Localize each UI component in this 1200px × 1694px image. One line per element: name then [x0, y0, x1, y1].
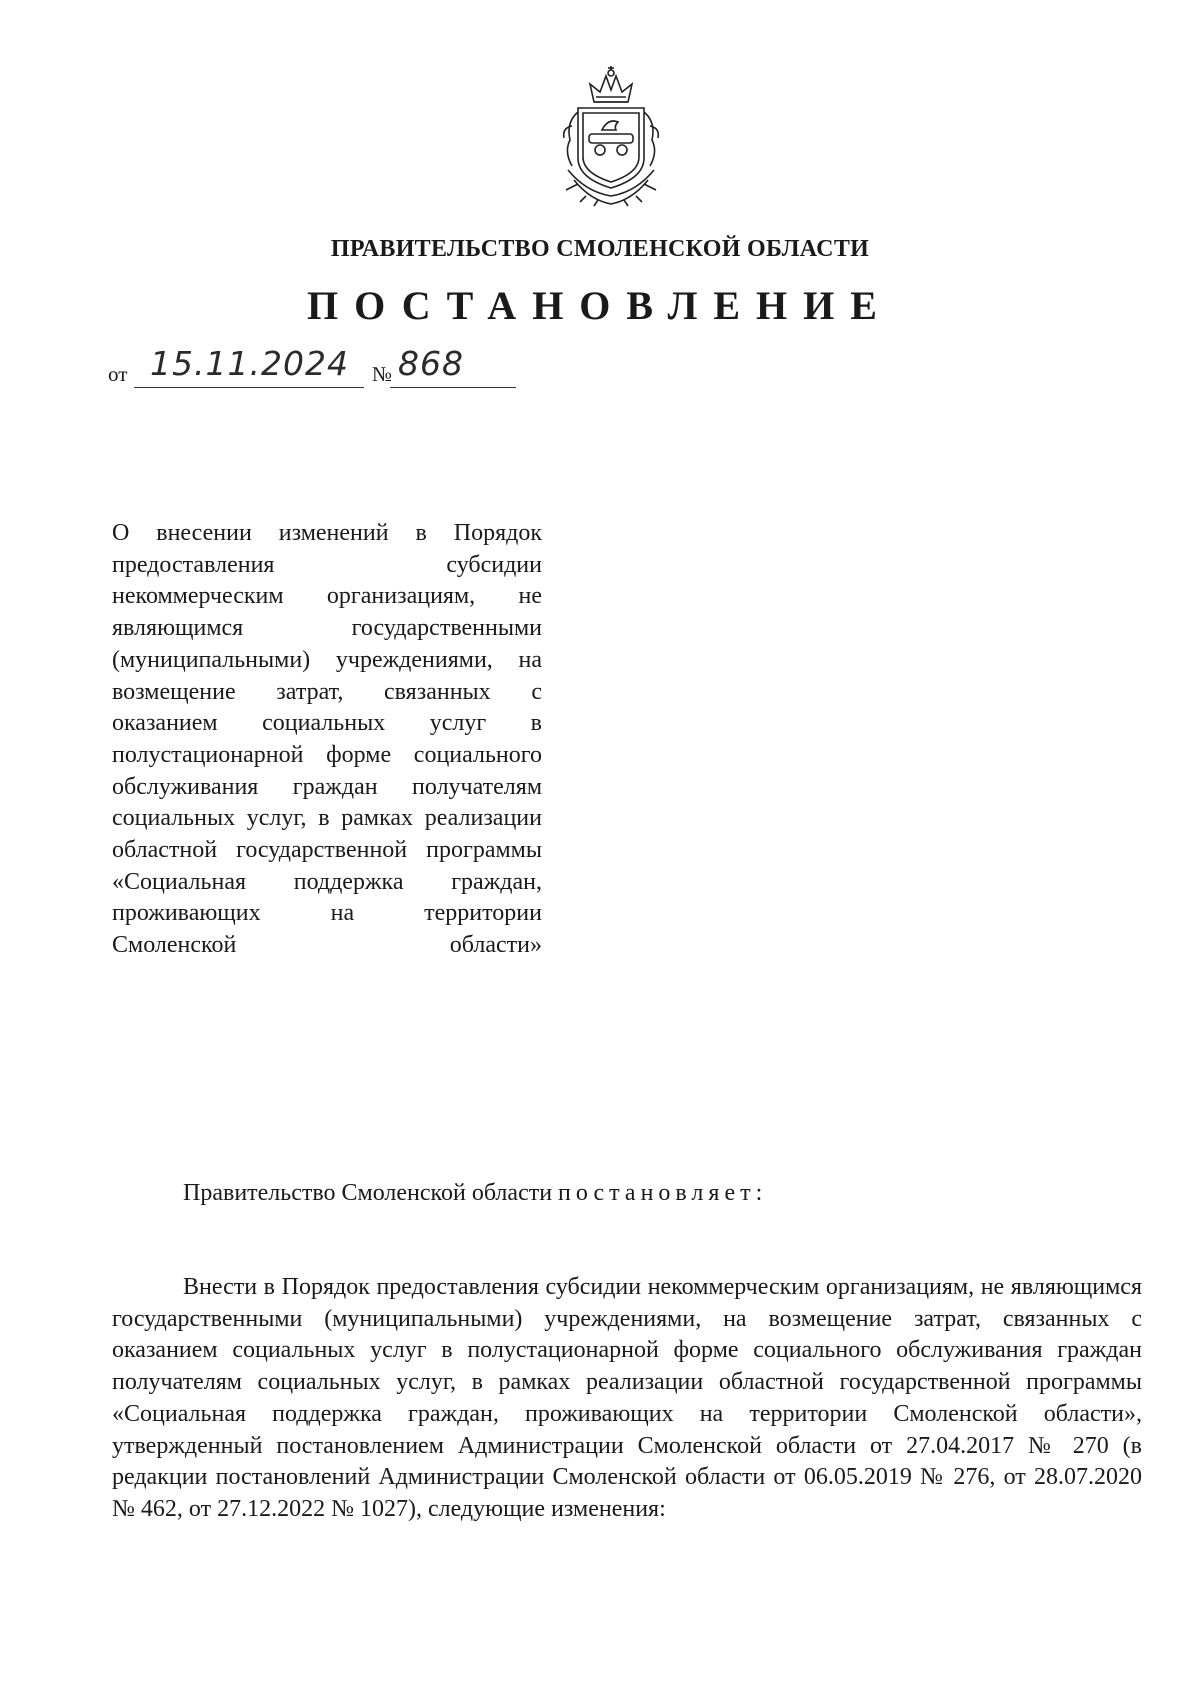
resolution-prefix: Правительство Смоленской области — [183, 1180, 553, 1206]
government-title: ПРАВИТЕЛЬСТВО СМОЛЕНСКОЙ ОБЛАСТИ — [330, 236, 870, 262]
date-underline — [134, 387, 364, 388]
resolution-clause — [183, 1180, 767, 1207]
date-label: от — [108, 362, 128, 386]
document-type-title: ПОСТАНОВЛЕНИЕ — [307, 283, 893, 328]
body-paragraph: Внести в Порядок предоставления субсидии некоммерческим организациям, не являющимся государственными (муниципальными) учреждениями, на возмещение затрат, связанных с оказанием социальных услуг в полустационарной форме социального обслуживания граждан получателям социальных услуг, в рамках реализации областной государственной программы «Социальная поддержка граждан, проживающих на территории Смоленской области», утвержденный постановлением Администрации Смоленской области от 27.04.2017 № 270 (в редакции постановлений Администрации Смоленской области от 06.05.2019 № 276, от 28.07.2020 № 462, от 27.12.2022 № 1027), следующие изменения: — [112, 1274, 1142, 1522]
document-subject: О внесении изменений в Порядок предоставления субсидии некоммерческим организациям, не являющимся государственными (муниципальными) учреждениями, на возмещение затрат, связанных с оказанием социальных услуг в полустационарной форме социального обслуживания граждан получателям социальных услуг, в рамках реализации областной государственной программы «Социальная поддержка граждан, проживающих на территории Смоленской области» — [112, 520, 542, 959]
number-value: 868 — [398, 344, 464, 383]
number-underline — [390, 387, 516, 388]
coat-of-arms-icon — [556, 66, 666, 208]
number-label: № — [372, 362, 393, 386]
date-value: 15.11.2024 — [150, 344, 349, 383]
resolution-verb: постановляет: — [558, 1180, 768, 1206]
